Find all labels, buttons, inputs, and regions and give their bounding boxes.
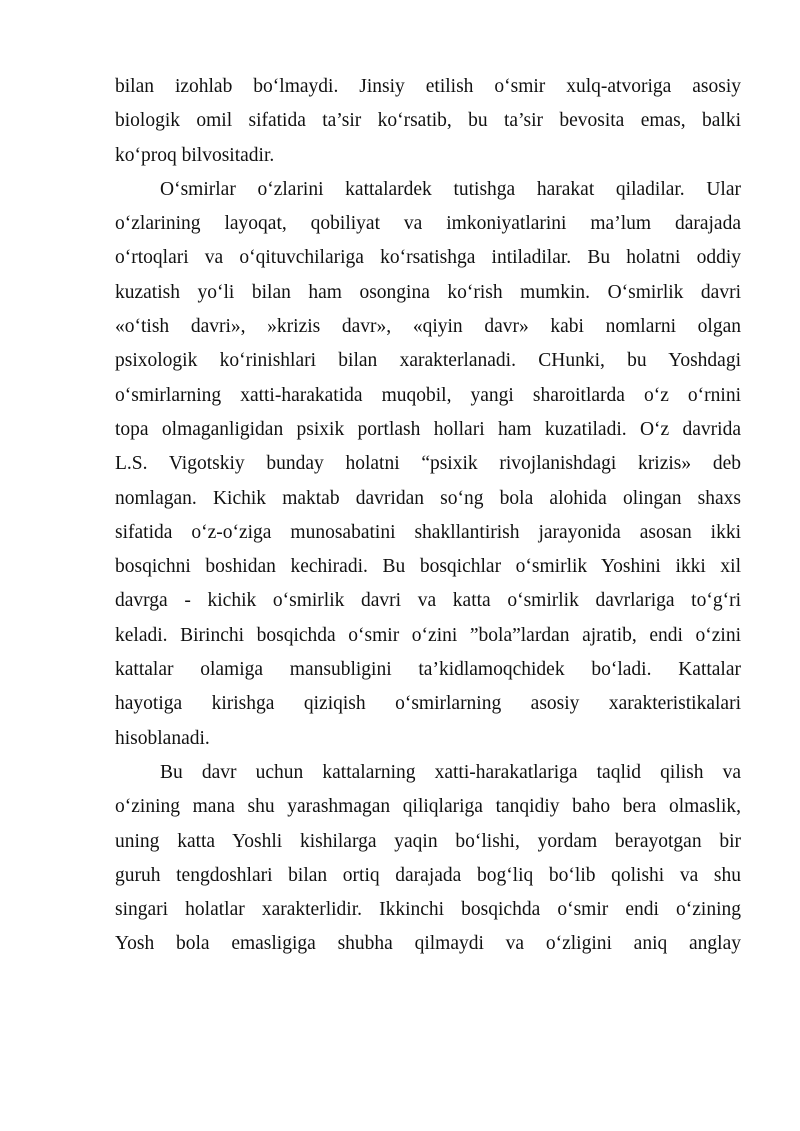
text-line: o‘zining mana shu yarashmagan qiliqlariga tanqidiy baho bera olmaslik, [115, 796, 741, 818]
document-page [115, 70, 741, 962]
text-line: Yosh bola emasligiga shubha qilmaydi va o‘zligini aniq anglay [115, 933, 741, 955]
text-line: davrga - kichik o‘smirlik davri va katta o‘smirlik davrlariga to‘g‘ri [115, 590, 741, 612]
text-line: kattalar olamiga mansubligini ta’kidlamoqchidek bo‘ladi. Kattalar [115, 659, 741, 681]
text-line: o‘rtoqlari va o‘qituvchilariga ko‘rsatishga intiladilar. Bu holatni oddiy [115, 247, 741, 269]
text-line: topa olmaganligidan psixik portlash hollari ham kuzatiladi. O‘z davrida [115, 418, 741, 440]
text-line: o‘zlarining layoqat, qobiliyat va imkoniyatlarini ma’lum darajada [115, 213, 741, 235]
text-line: biologik omil sifatida ta’sir ko‘rsatib, bu ta’sir bevosita emas, balki [115, 110, 741, 132]
text-line: bosqichni boshidan kechiradi. Bu bosqichlar o‘smirlik Yoshini ikki xil [115, 556, 741, 578]
text-line: o‘smirlarning xatti-harakatida muqobil, yangi sharoitlarda o‘z o‘rnini [115, 384, 741, 406]
text-line: uning katta Yoshli kishilarga yaqin bo‘lishi, yordam berayotgan bir [115, 830, 741, 852]
text-line: «o‘tish davri», »krizis davr», «qiyin davr» kabi nomlarni olgan [115, 316, 741, 338]
text-line: L.S. Vigotskiy bunday holatni “psixik rivojlanishdagi krizis» deb [115, 453, 741, 475]
text-line: hisoblanadi. [115, 727, 210, 749]
paragraph-first-line: O‘smirlar o‘zlarini kattalardek tutishga harakat qiladilar. Ular [160, 178, 741, 200]
text-line: keladi. Birinchi bosqichda o‘smir o‘zini ”bola”lardan ajratib, endi o‘zini [115, 624, 741, 646]
text-line: kuzatish yo‘li bilan ham osongina ko‘rish mumkin. O‘smirlik davri [115, 281, 741, 303]
text-line: singari holatlar xarakterlidir. Ikkinchi bosqichda o‘smir endi o‘zining [115, 899, 741, 921]
text-line: psixologik ko‘rinishlari bilan xarakterlanadi. CHunki, bu Yoshdagi [115, 350, 741, 372]
paragraph-first-line: Bu davr uchun kattalarning xatti-harakatlariga taqlid qilish va [160, 761, 741, 783]
text-line: ko‘proq bilvositadir. [115, 144, 275, 166]
text-line: nomlagan. Kichik maktab davridan so‘ng bola alohida olingan shaxs [115, 487, 741, 509]
text-line: guruh tengdoshlari bilan ortiq darajada bog‘liq bo‘lib qolishi va shu [115, 864, 741, 886]
text-line: sifatida o‘z-o‘ziga munosabatini shakllantirish jarayonida asosan ikki [115, 521, 741, 543]
text-line: hayotiga kirishga qiziqish o‘smirlarning asosiy xarakteristikalari [115, 693, 741, 715]
text-line: bilan izohlab bo‘lmaydi. Jinsiy etilish o‘smir xulq-atvoriga asosiy [115, 76, 741, 97]
